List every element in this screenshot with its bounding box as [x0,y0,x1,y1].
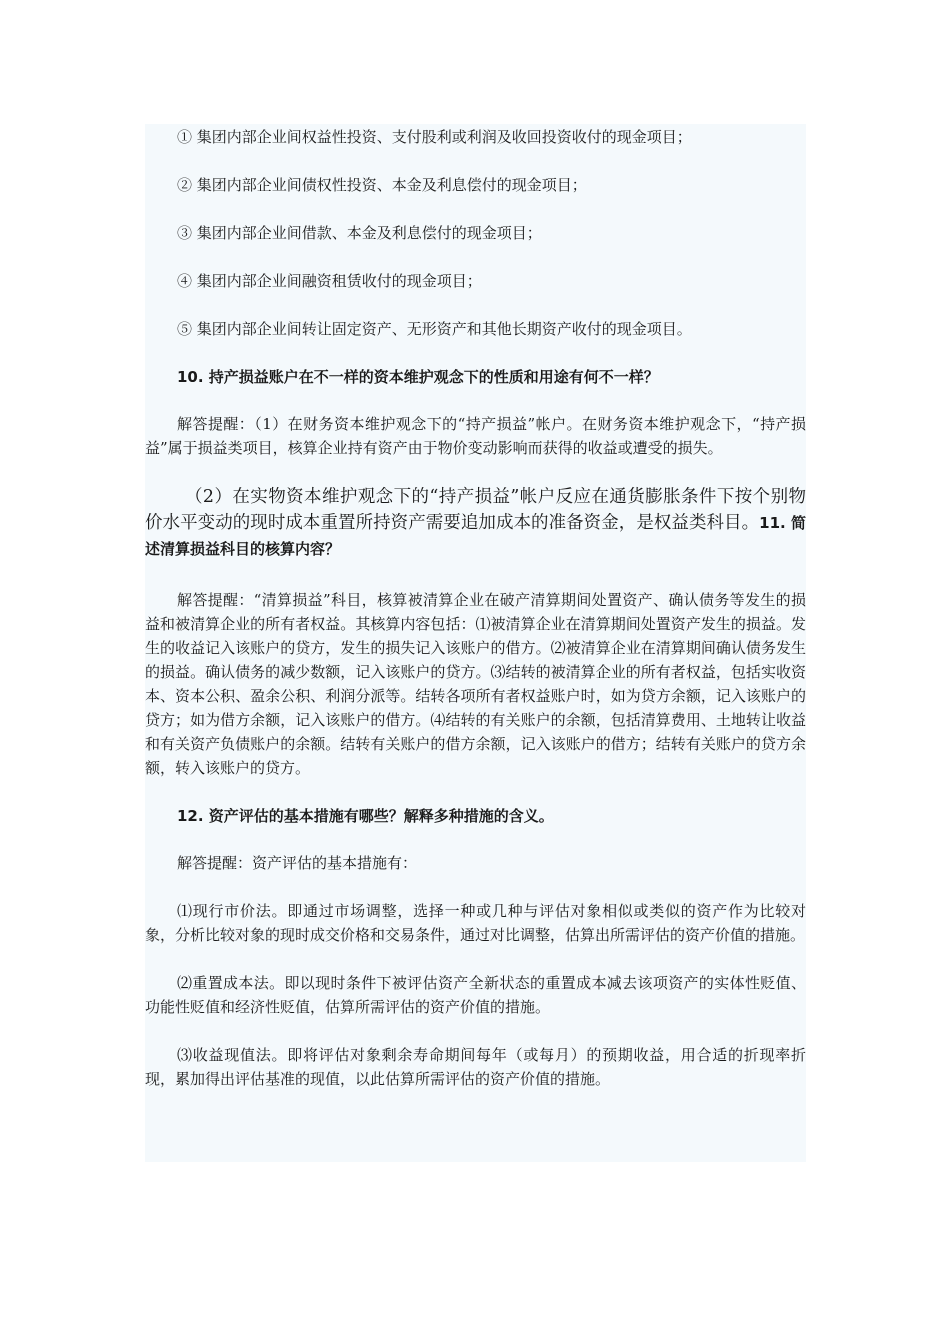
list-item: ④ 集团内部企业间融资租赁收付的现金项目； [177,272,482,290]
answer-text: （2）在实物资本维护观念下的“持产损益”帐户反应在通货膨胀条件下按个别物价水平变动的现时成本重置所持资产需要追加成本的准备资金，是权益类科目。 [145,487,806,533]
question-11-heading: 11. 简述清算损益科目的核算内容？ [145,514,806,558]
question-10-answer-part1: 解答提醒：（1）在财务资本维护观念下的“持产损益”帐户。在财务资本维护观念下，“持产损益”属于损益类项目，核算企业持有资产由于物价变动影响而获得的收益或遭受的损失。 [145,415,806,457]
list-item: ① 集团内部企业间权益性投资、支付股利或利润及收回投资收付的现金项目； [177,128,692,146]
document-body [145,124,806,1162]
question-12-intro: 解答提醒：资产评估的基本措施有： [177,854,418,872]
list-item: ③ 集团内部企业间借款、本金及利息偿付的现金项目； [177,224,542,242]
list-item: ② 集团内部企业间债权性投资、本金及利息偿付的现金项目； [177,176,587,194]
question-12-heading: 12. 资产评估的基本措施有哪些？解释多种措施的含义。 [177,807,554,825]
question-11-answer: 解答提醒：“清算损益”科目，核算被清算企业在破产清算期间处置资产、确认债务等发生的损益和被清算企业的所有者权益。其核算内容包括：⑴被清算企业在清算期间处置资产发生的损益。发生的收益记入该账户的贷方，发生的损失记入该账户的借方。⑵被清算企业在清算期间确认债务发生的损益。确认债务的减少数额，记入该账户的贷方。⑶结转的被清算企业的所有者权益，包括实收资本、资本公积、盈余公积、利润分派等。结转各项所有者权益账户时，如为贷方余额，记入该账户的贷方；如为借方余额，记入该账户的借方。⑷结转的有关账户的余额，包括清算费用、土地转让收益和有关资产负债账户的余额。结转有关账户的借方余额，记入该账户的借方；结转有关账户的贷方余额，转入该账户的贷方。 [145,591,806,777]
question-10-heading: 10. 持产损益账户在不一样的资本维护观念下的性质和用途有何不一样？ [177,368,659,386]
question-12-method-2: ⑵重置成本法。即以现时条件下被评估资产全新状态的重置成本减去该项资产的实体性贬值、功能性贬值和经济性贬值，估算所需评估的资产价值的措施。 [145,974,806,1016]
list-item: ⑤ 集团内部企业间转让固定资产、无形资产和其他长期资产收付的现金项目。 [177,320,692,338]
question-12-method-3: ⑶收益现值法。即将评估对象剩余寿命期间每年（或每月）的预期收益，用合适的折现率折现，累加得出评估基准的现值，以此估算所需评估的资产价值的措施。 [145,1046,806,1088]
question-10-answer-part2 [145,484,806,562]
question-12-method-1: ⑴现行市价法。即通过市场调整，选择一种或几种与评估对象相似或类似的资产作为比较对象，分析比较对象的现时成交价格和交易条件，通过对比调整，估算出所需评估的资产价值的措施。 [145,902,806,944]
